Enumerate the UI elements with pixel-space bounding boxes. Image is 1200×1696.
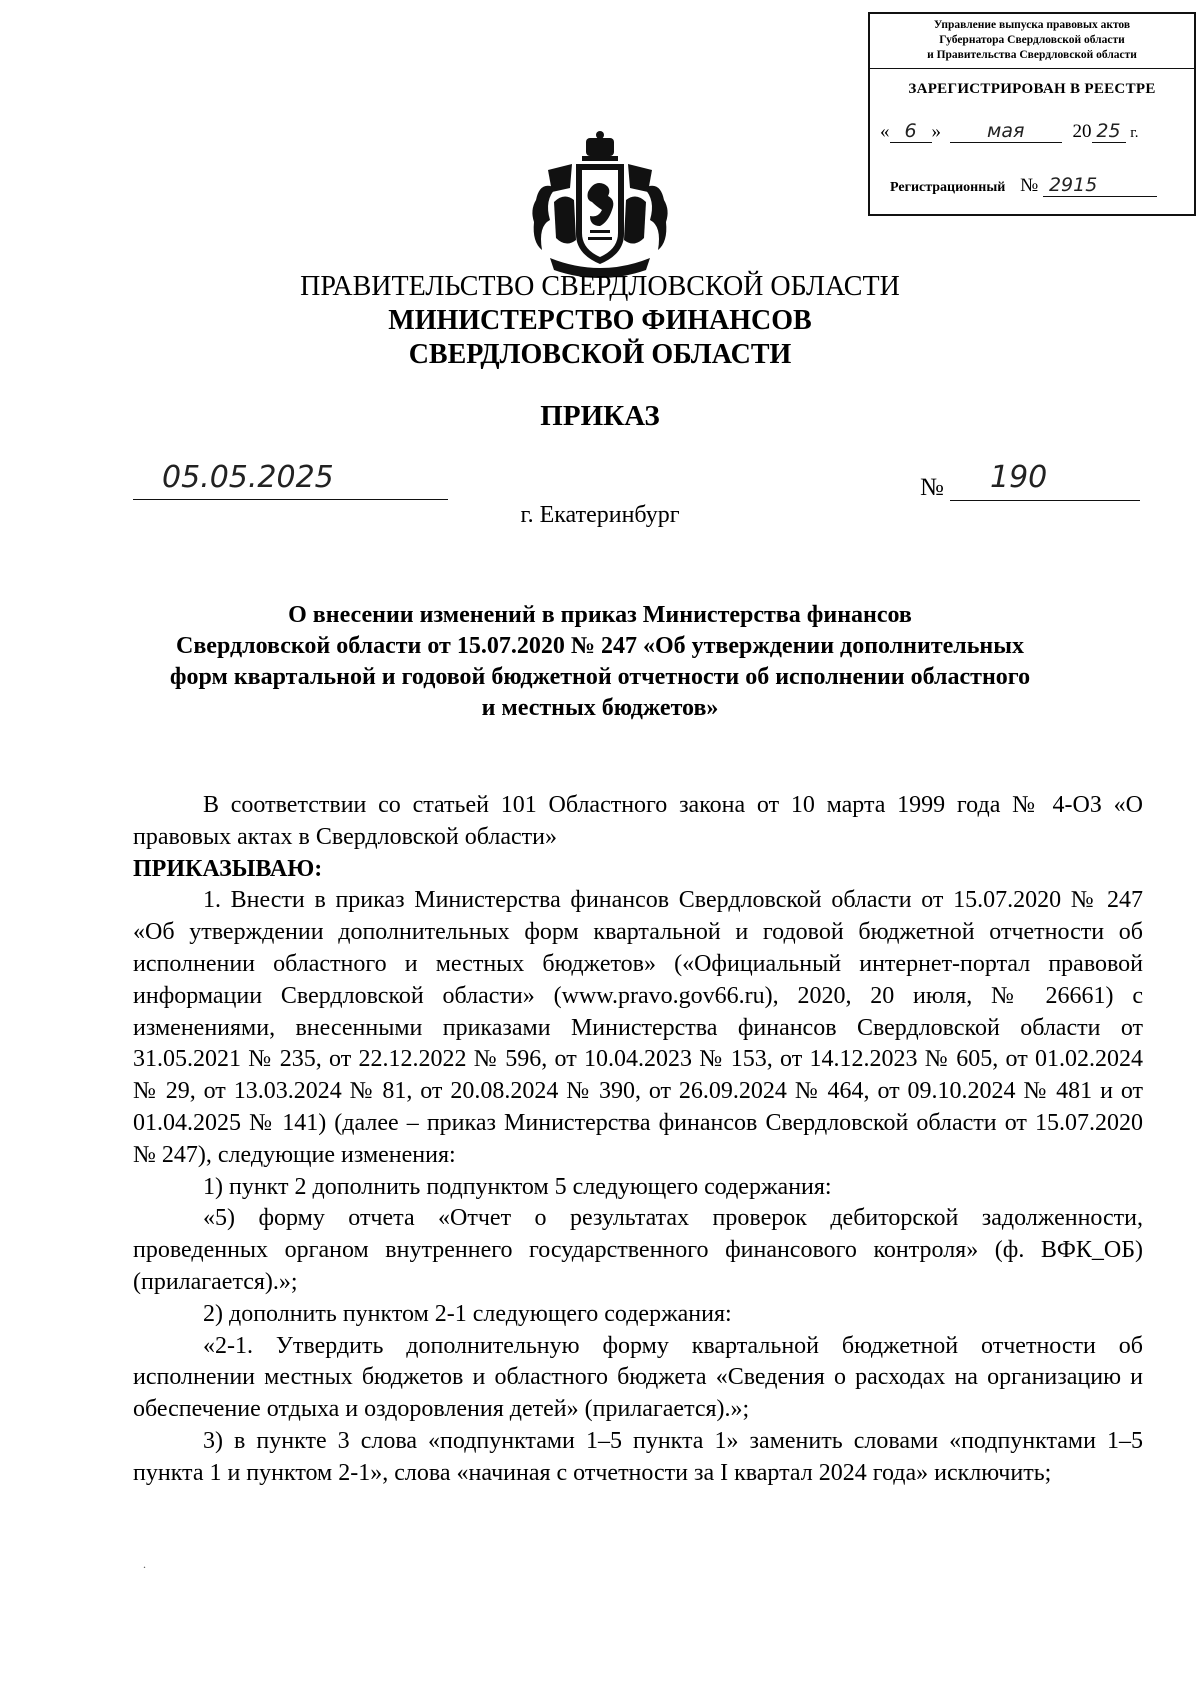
stamp-num-sign: № — [1020, 175, 1039, 196]
title-line: форм квартальной и годовой бюджетной отчетности об исполнении областного — [169, 664, 1031, 690]
title-line: Свердловской области от 15.07.2020 № 247 «Об утверждении дополнительных — [176, 633, 1024, 659]
stamp-header-line: Управление выпуска правовых актов — [933, 19, 1131, 31]
stamp-header-line: Губернатора Свердловской области — [939, 34, 1125, 46]
ministry-line: МИНИСТЕРСТВО ФИНАНСОВ — [388, 305, 812, 336]
stamp-quote-close: » — [931, 121, 941, 142]
number-sign: № — [920, 474, 944, 501]
number-handwritten: 190 — [990, 460, 1048, 495]
government-title: ПРАВИТЕЛЬСТВО СВЕРДЛОВСКОЙ ОБЛАСТИ — [300, 271, 900, 302]
document-body — [133, 790, 1143, 1490]
stamp-registered-label: ЗАРЕГИСТРИРОВАН В РЕЕСТРЕ — [908, 81, 1156, 97]
stamp-date — [880, 120, 1190, 143]
paragraph: 1) пункт 2 дополнить подпунктом 5 следующего содержания: — [203, 1173, 832, 1200]
ministry-line: СВЕРДЛОВСКОЙ ОБЛАСТИ — [408, 339, 792, 370]
paragraph: 1. Внести в приказ Министерства финансов Свердловской области от 15.07.2020 № 247 «Об утверждении дополнительных форм квартальной и годовой бюджетной отчетности об исполнении областного и местных бюджетов» («Официальный интернет-портал правовой информации Свердловской области» (www.pravo.gov66.ru), 2020, 20 июля, № 26661) с изменениями, внесенными приказами Министерства финансов Свердловской области от 31.05.2021 № 235, от 22.12.2022 № 596, от 10.04.2023 № 153, от 14.12.2023 № 605, от 01.02.2024 № 29, от 13.03.2024 № 81, от 20.08.2024 № 390, от 26.09.2024 № 464, от 09.10.2024 № 481 и от 01.04.2025 № 141) (далее – приказ Министерства финансов Свердловской области от 15.07.2020 № 247), следующие изменения: — [133, 887, 1143, 1168]
paragraph: 3) в пункте 3 слова «подпунктами 1–5 пункта 1» заменить словами «подпунктами 1–5 пункта 1 и пунктом 2-1», слова «начиная с отчетности за I квартал 2024 года» исключить; — [133, 1427, 1143, 1486]
page-mark: . — [143, 1557, 146, 1571]
date-handwritten: 05.05.2025 — [162, 460, 334, 495]
document-title — [140, 600, 1060, 724]
ministry-title — [0, 304, 1200, 372]
stamp-year-abbr: г. — [1130, 125, 1139, 141]
stamp-header-line: и Правительства Свердловской области — [927, 49, 1137, 61]
coat-of-arms-icon — [530, 130, 670, 282]
stamp-reg-number-row — [890, 174, 1190, 197]
stamp-quote-open: « — [880, 121, 890, 142]
stamp-reg-label: Регистрационный — [890, 180, 1006, 195]
paragraph: 2) дополнить пунктом 2-1 следующего содержания: — [203, 1300, 732, 1327]
registration-stamp — [868, 12, 1196, 216]
stamp-reg-number: 2915 — [1043, 174, 1157, 197]
order-word: ПРИКАЗЫВАЮ: — [133, 855, 323, 882]
stamp-year-prefix: 20 — [1072, 121, 1092, 142]
paragraph: «5) форму отчета «Отчет о результатах проверок дебиторской задолженности, проведенных органом внутреннего государственного финансового контроля» (ф. ВФК_ОБ) (прилагается).»; — [133, 1205, 1143, 1295]
title-line: и местных бюджетов» — [481, 695, 719, 721]
stamp-header — [870, 14, 1194, 69]
stamp-month: мая — [950, 120, 1062, 143]
city: г. Екатеринбург — [520, 502, 680, 528]
document-type: ПРИКАЗ — [540, 400, 660, 432]
stamp-year-suffix: 25 — [1092, 120, 1126, 143]
title-line: О внесении изменений в приказ Министерства финансов — [288, 602, 912, 628]
paragraph: «2-1. Утвердить дополнительную форму квартальной бюджетной отчетности об исполнении местных бюджетов и областного бюджета «Сведения о расходах на организацию и обеспечение отдыха и оздоровления детей» (прилагается).»; — [133, 1332, 1143, 1423]
stamp-day: 6 — [890, 120, 932, 143]
preamble: В соответствии со статьей 101 Областного закона от 10 марта 1999 года № 4-ОЗ «О правовых актах в Свердловской области» — [133, 792, 1143, 850]
